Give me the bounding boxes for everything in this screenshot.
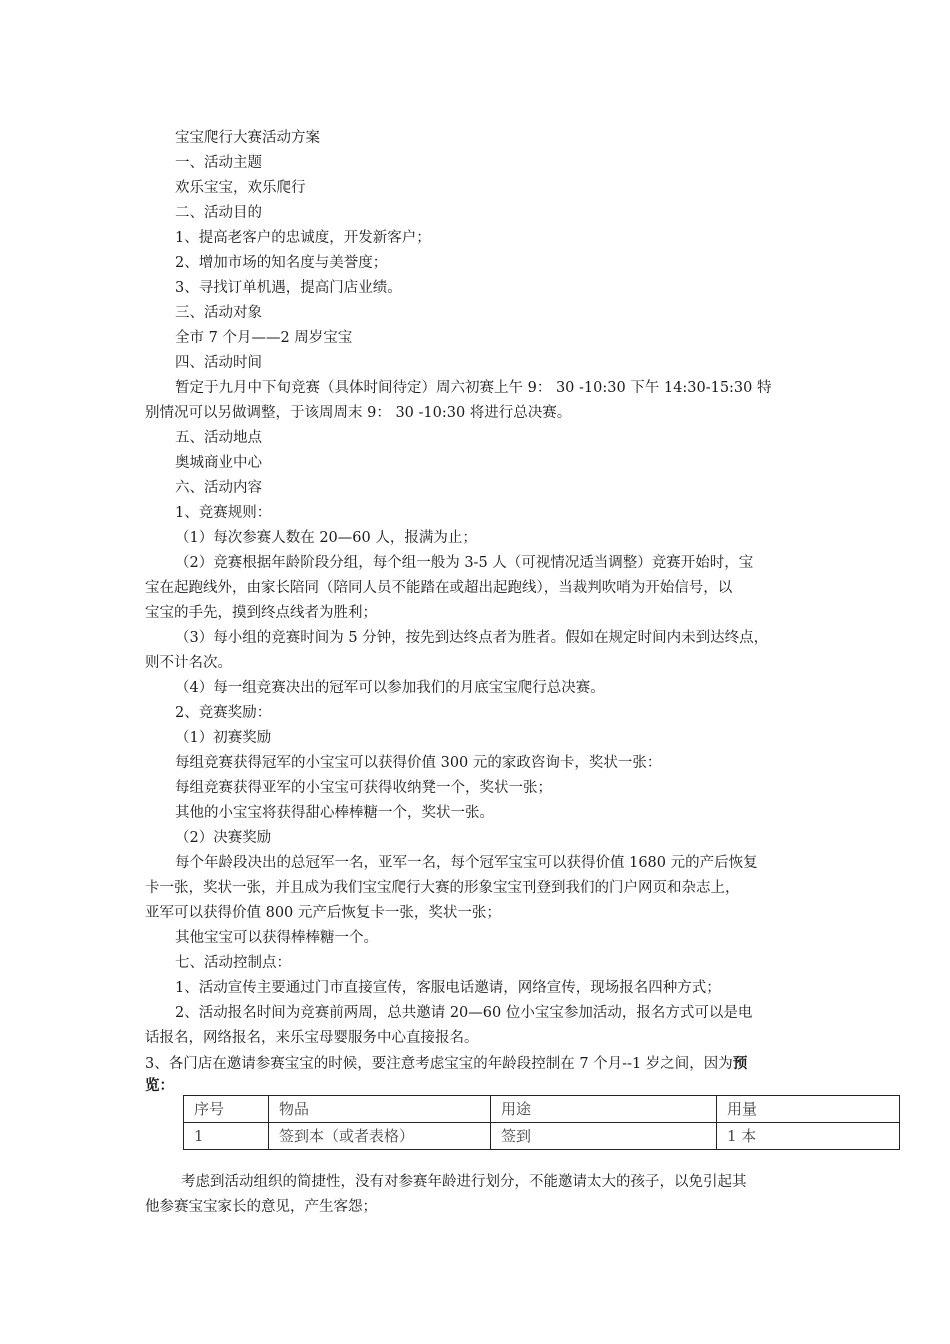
paragraph-line: 每组竞赛获得冠军的小宝宝可以获得价值 300 元的家政咨询卡，奖状一张：: [175, 755, 662, 771]
table-header-cell: 用量: [717, 1096, 900, 1123]
paragraph-line: 每个年龄段决出的总冠军一名，亚军一名，每个冠军宝宝可以获得价值 1680 元的产后恢复: [175, 855, 758, 871]
rule-item: 宝在起跑线外，由家长陪同（陪同人员不能踏在或超出起跑线），当裁判吹哨为开始信号，以: [145, 580, 733, 596]
paragraph-line: 他参赛宝宝家长的意见，产生客怨；: [145, 1199, 377, 1215]
table-cell: 签到: [491, 1123, 717, 1150]
doc-title: 宝宝爬行大赛活动方案: [175, 130, 320, 146]
subsection-heading: （2）决赛奖励: [175, 830, 272, 846]
section-heading: 一、活动主题: [175, 155, 262, 171]
paragraph: 欢乐宝宝，欢乐爬行: [175, 180, 306, 196]
table-cell: 1 本: [717, 1123, 900, 1150]
list-item: 1、提高老客户的忠诚度，开发新客户；: [175, 230, 431, 246]
table-cell: 1: [184, 1123, 269, 1150]
paragraph: 全市 7 个月——2 周岁宝宝: [175, 330, 353, 346]
table-header-cell: 用途: [491, 1096, 717, 1123]
paragraph-line: 2、活动报名时间为竞赛前两周，总共邀请 20—60 位小宝宝参加活动，报名方式可以是电: [175, 1005, 753, 1021]
subsection-heading: （1）初赛奖励: [175, 730, 272, 746]
rule-item: （1）每次参赛人数在 20—60 人，报满为止；: [175, 530, 477, 546]
subsection-heading: 1、竞赛规则：: [175, 505, 272, 521]
paragraph-line: 每组竞赛获得亚军的小宝宝可获得收纳凳一个，奖状一张；: [175, 780, 552, 796]
paragraph-line: 亚军可以获得价值 800 元产后恢复卡一张，奖状一张；: [145, 905, 501, 921]
table-cell: 签到本（或者表格）: [269, 1123, 491, 1150]
subsection-heading: 2、竞赛奖励：: [175, 705, 272, 721]
paragraph-line: 话报名，网络报名，来乐宝母婴服务中心直接报名。: [145, 1030, 479, 1046]
paragraph-line: 其他的小宝宝将获得甜心棒棒糖一个，奖状一张。: [175, 805, 494, 821]
paragraph-line: 其他宝宝可以获得棒棒糖一个。: [175, 930, 378, 946]
rule-item: 宝宝的手先，摸到终点线者为胜利；: [145, 605, 377, 621]
section-heading: 二、活动目的: [175, 205, 262, 221]
section-heading: 三、活动对象: [175, 305, 262, 321]
rule-item: （2）竞赛根据年龄阶段分组，每个组一般为 3-5 人（可视情况适当调整）竞赛开始时，宝: [175, 555, 754, 571]
table-header-row: [184, 1096, 900, 1123]
rule-item: （3）每小组的竞赛时间为 5 分钟，按先到达终点者为胜者。假如在规定时间内未到达终点，: [175, 630, 769, 646]
paragraph-line: 考虑到活动组织的简捷性，没有对参赛年龄进行划分，不能邀请太大的孩子，以免引起其: [181, 1174, 747, 1190]
bold-text: 览：: [145, 1077, 174, 1094]
section-heading: 四、活动时间: [175, 355, 262, 371]
section-heading: 六、活动内容: [175, 480, 262, 496]
paragraph-line: 卡一张，奖状一张，并且成为我们宝宝爬行大赛的形象宝宝刊登到我们的门户网页和杂志上，: [145, 880, 740, 896]
bold-text: 预: [732, 1055, 748, 1072]
table-header-cell: 物品: [269, 1096, 491, 1123]
paragraph-line: 暂定于九月中下旬竞赛（具体时间待定）周六初赛上午 9： 30 -10:30 下午 14:30-15:30 特: [175, 380, 772, 396]
section-heading: 七、活动控制点：: [175, 955, 291, 971]
paragraph: 奥城商业中心: [175, 455, 262, 471]
list-item: 3、寻找订单机遇，提高门店业绩。: [175, 280, 402, 296]
text-run: 3、各门店在邀请参赛宝宝的时候，要注意考虑宝宝的年龄段控制在 7 个月--1 岁之间，因为: [145, 1056, 733, 1072]
list-item: 2、增加市场的知名度与美誉度；: [175, 255, 388, 271]
rule-item: 则不计名次。: [145, 655, 232, 671]
paragraph-line: 1、活动宣传主要通过门市直接宣传，客服电话邀请，网络宣传，现场报名四种方式；: [175, 980, 721, 996]
section-heading: 五、活动地点: [175, 430, 262, 446]
table-header-cell: 序号: [184, 1096, 269, 1123]
table-row: [184, 1123, 900, 1150]
rule-item: （4）每一组竞赛决出的冠军可以参加我们的月底宝宝爬行总决赛。: [175, 680, 605, 696]
items-table: [183, 1095, 900, 1150]
paragraph-line: 别情况可以另做调整，于该周周末 9： 30 -10:30 将进行总决赛。: [145, 405, 572, 421]
